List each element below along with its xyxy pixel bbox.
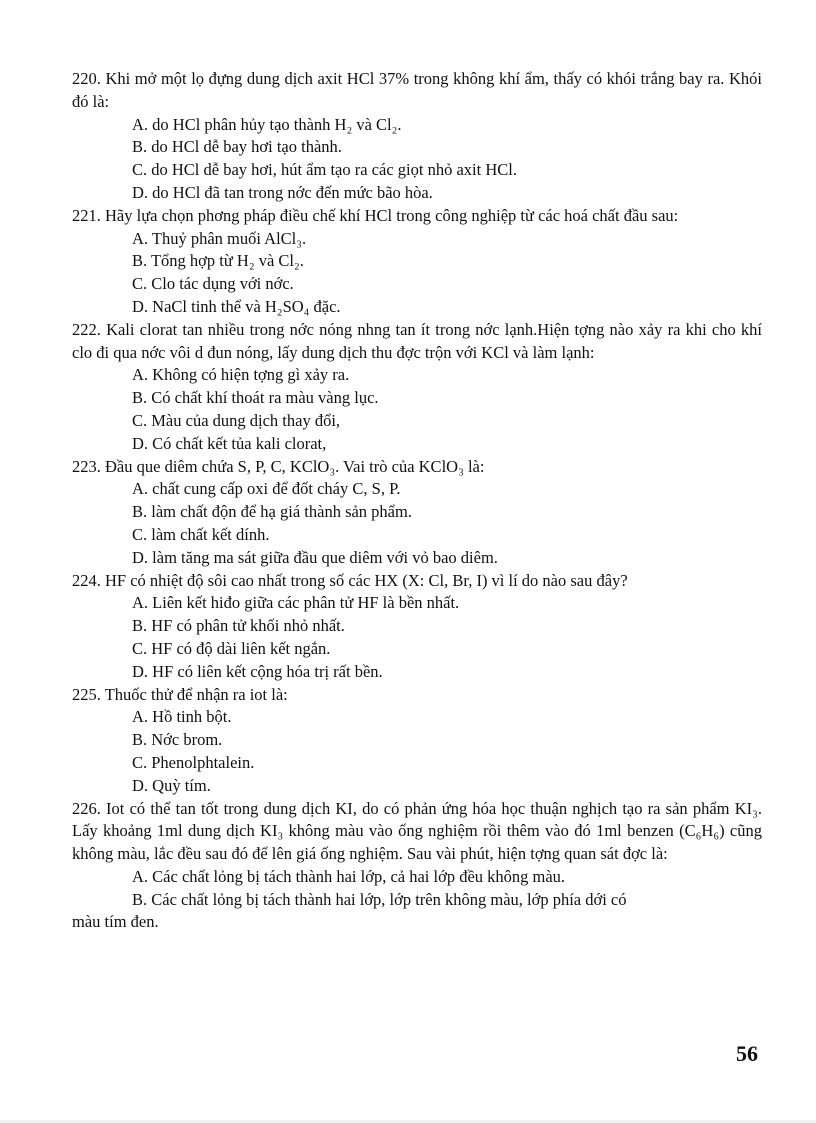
option-b: B. Nớc brom. xyxy=(132,730,223,750)
option-a: A. Hồ tinh bột. xyxy=(132,707,232,727)
option-list xyxy=(72,228,762,319)
option-d: D. NaCl tinh thể và H₂SO₄ đặc. xyxy=(132,296,341,316)
option-b: B. làm chất độn để hạ giá thành sản phẩm. xyxy=(132,502,412,522)
option-d: D. do HCl đã tan trong nớc đến mức bão hòa. xyxy=(132,182,433,202)
option-c: C. Phenolphtalein. xyxy=(132,752,255,772)
option-a: A. Liên kết hiđo giữa các phân tử HF là bền nhất. xyxy=(132,593,460,613)
option-b: B. Các chất lỏng bị tách thành hai lớp, lớp trên không màu, lớp phía dới có xyxy=(132,889,627,909)
question-text: 226. Iot có thể tan tốt trong dung dịch KI, do có phản ứng hóa học thuận nghịch tạo ra sản phẩm KI₃. Lấy khoảng 1ml dung dịch KI₃ không màu vào ống nghiệm rồi thêm vào đó 1ml benzen (C₆H₆) cũng không màu, lắc đều sau đó để lên giá ống nghiệm. Sau vài phút, hiện tợng quan sát đợc là: xyxy=(72,798,762,864)
document-page xyxy=(72,68,762,934)
option-b: B. do HCl dễ bay hơi tạo thành. xyxy=(132,137,342,157)
option-list xyxy=(72,706,762,797)
option-list xyxy=(72,478,762,569)
option-a: A. chất cung cấp oxi để đốt cháy C, S, P. xyxy=(132,479,401,499)
option-d: D. Quỳ tím. xyxy=(132,775,211,795)
question-225 xyxy=(72,684,762,798)
option-c: C. Màu của dung dịch thay đổi, xyxy=(132,410,341,430)
question-text: 224. HF có nhiệt độ sôi cao nhất trong số các HX (X: Cl, Br, I) vì lí do nào sau đây? xyxy=(72,570,628,590)
question-226 xyxy=(72,798,762,935)
option-d: D. HF có liên kết cộng hóa trị rất bền. xyxy=(132,661,383,681)
question-text: 223. Đầu que diêm chứa S, P, C, KClO₃. Vai trò của KClO₃ là: xyxy=(72,456,485,476)
page-number: 56 xyxy=(736,1041,758,1066)
option-b: B. Có chất khí thoát ra màu vàng lục. xyxy=(132,388,379,408)
option-a: A. Các chất lỏng bị tách thành hai lớp, cả hai lớp đều không màu. xyxy=(132,866,566,886)
question-222 xyxy=(72,319,762,456)
question-221 xyxy=(72,205,762,319)
question-text: 220. Khi mở một lọ đựng dung dịch axit HCl 37% trong không khí ẩm, thấy có khói trắng bay ra. Khói đó là: xyxy=(72,69,762,111)
option-b-continuation: màu tím đen. xyxy=(72,912,159,932)
option-list xyxy=(72,114,762,205)
option-a: A. Không có hiện tợng gì xảy ra. xyxy=(132,365,350,385)
option-list xyxy=(72,866,762,912)
question-text: 221. Hãy lựa chọn phơng pháp điều chế khí HCl trong công nghiệp từ các hoá chất đầu sau: xyxy=(72,205,679,225)
question-220 xyxy=(72,68,762,205)
option-b: B. HF có phân tử khối nhỏ nhất. xyxy=(132,616,345,636)
option-c: C. Clo tác dụng với nớc. xyxy=(132,274,294,294)
option-d: D. làm tăng ma sát giữa đầu que diêm với vỏ bao diêm. xyxy=(132,547,498,567)
question-text: 222. Kali clorat tan nhiều trong nớc nóng nhng tan ít trong nớc lạnh.Hiện tợng nào xảy ra khi cho khí clo đi qua nớc vôi d đun nóng, lấy dung dịch thu đợc trộn với KCl và làm lạnh: xyxy=(72,319,762,362)
question-223 xyxy=(72,456,762,570)
option-a: A. Thuỷ phân muối AlCl₃. xyxy=(132,228,307,248)
option-c: C. HF có độ dài liên kết ngắn. xyxy=(132,638,331,658)
option-c: C. do HCl dễ bay hơi, hút ẩm tạo ra các giọt nhỏ axit HCl. xyxy=(132,160,517,180)
option-d: D. Có chất kết tủa kali clorat, xyxy=(132,433,327,453)
option-c: C. làm chất kết dính. xyxy=(132,524,270,544)
option-a: A. do HCl phân hủy tạo thành H₂ và Cl₂. xyxy=(132,114,402,134)
option-list xyxy=(72,592,762,683)
question-224 xyxy=(72,570,762,684)
option-list xyxy=(72,364,762,455)
option-b: B. Tổng hợp từ H₂ và Cl₂. xyxy=(132,251,304,271)
question-text: 225. Thuốc thử để nhận ra iot là: xyxy=(72,684,288,704)
